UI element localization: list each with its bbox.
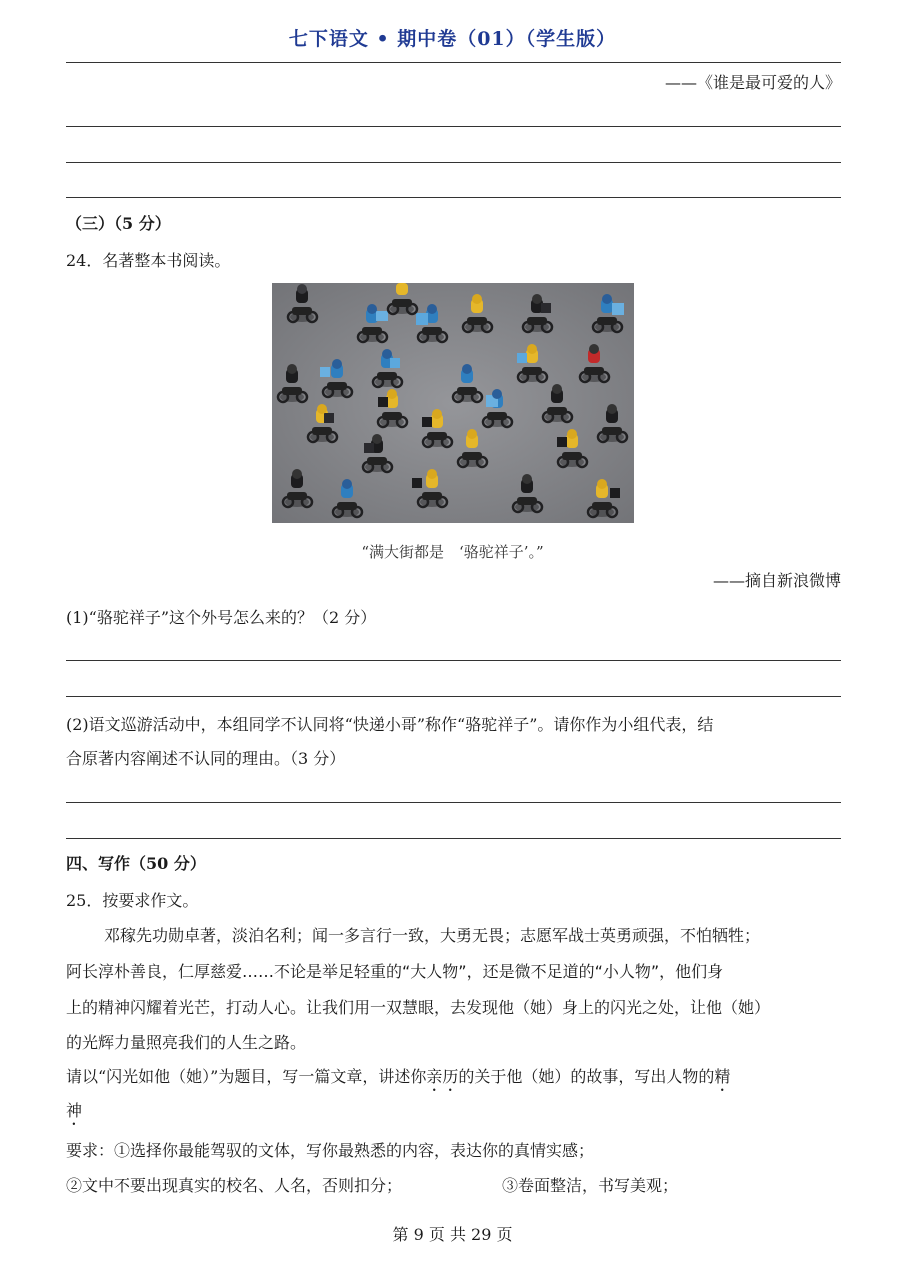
emphasized-word-spirit: 精	[714, 1067, 731, 1086]
section-four-heading: 四、写作（50 分）	[66, 854, 206, 873]
question-24-title: 24．名著整本书阅读。	[66, 251, 231, 270]
answer-line	[66, 197, 841, 198]
answer-line	[66, 162, 841, 163]
answer-line	[66, 126, 841, 127]
prompt-text-2: 的关于他（她）的故事，写出人物的	[458, 1067, 715, 1086]
delivery-riders-photo	[272, 283, 634, 523]
essay-material-line-1: 邓稼先功勋卓著，淡泊名利；闻一多言行一致，大勇无畏；志愿军战士英勇顽强，不怕牺牲；	[104, 926, 761, 945]
requirement-1: 要求：①选择你最能驾驭的文体，写你最熟悉的内容，表达你的真情实感；	[66, 1141, 595, 1160]
sub-question-2-line-1: (2)语文巡游活动中，本组同学不认同将“快递小哥”称作“骆驼祥子”。请你作为小组代表，结	[66, 715, 714, 734]
essay-prompt-line-2	[66, 1100, 82, 1129]
sub-question-1: (1)“骆驼祥子”这个外号怎么来的？（2 分）	[66, 608, 377, 627]
answer-line	[66, 660, 841, 661]
essay-material-line-2: 阿长淳朴善良，仁厚慈爱……不论是举足轻重的“大人物”，还是微不足道的“小人物”，他们身	[66, 962, 724, 981]
section-three-heading: （三）（5 分）	[66, 214, 171, 233]
answer-line	[66, 838, 841, 839]
answer-line	[66, 802, 841, 803]
answer-line	[66, 696, 841, 697]
sub-question-2-line-2: 合原著内容阐述不认同的理由。（3 分）	[66, 749, 346, 768]
prompt-text: 请以“闪光如他（她）”为题目，写一篇文章，讲述你	[66, 1067, 427, 1086]
page-header-title: 七下语文 • 期中卷（01）（学生版）	[288, 28, 617, 50]
image-caption: “满大街都是 ‘骆驼祥子’。”	[361, 543, 544, 561]
essay-material-line-3: 上的精神闪耀着光芒，打动人心。让我们用一双慧眼，去发现他（她）身上的闪光之处，让他（她）	[66, 998, 771, 1017]
quote-source: ——《谁是最可爱的人》	[664, 73, 841, 92]
requirement-3: ③卷面整洁，书写美观；	[502, 1176, 679, 1195]
emphasized-word-experience: 亲历	[426, 1067, 459, 1086]
header-rule	[66, 62, 841, 63]
essay-prompt-line-1	[66, 1066, 730, 1095]
requirement-2: ②文中不要出现真实的校名、人名，否则扣分；	[66, 1176, 403, 1195]
essay-material-line-4: 的光辉力量照亮我们的人生之路。	[66, 1033, 307, 1052]
emphasized-word-spirit-2: 神	[66, 1101, 83, 1120]
delivery-riders-illustration	[272, 283, 634, 523]
question-25-title: 25．按要求作文。	[66, 891, 199, 910]
image-source: ——摘自新浪微博	[712, 571, 841, 590]
page-number: 第 9 页 共 29 页	[392, 1225, 513, 1244]
